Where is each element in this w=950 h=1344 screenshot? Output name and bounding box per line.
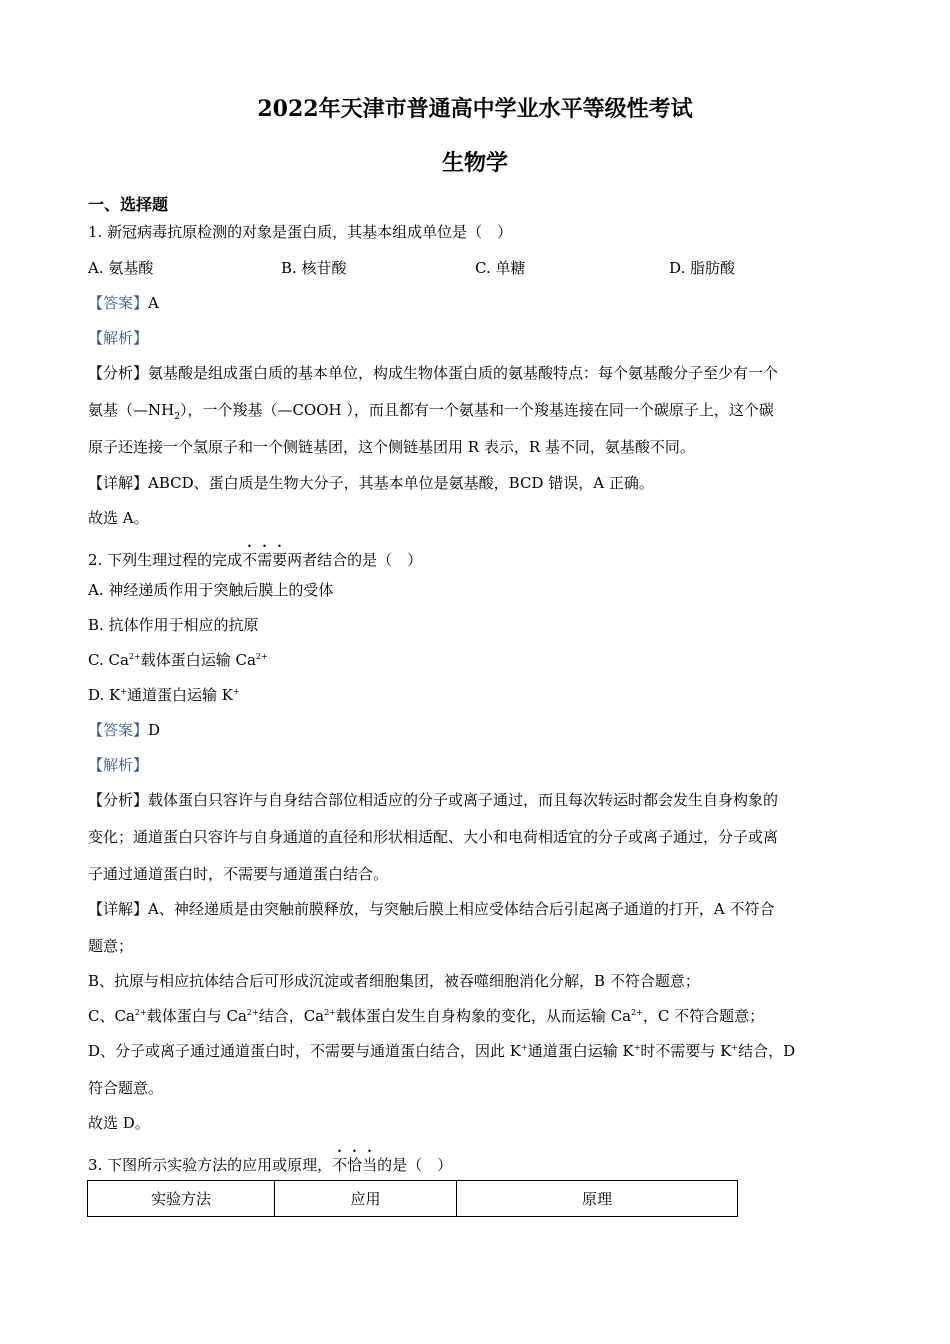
q3-stem-text-a: 3. 下图所示实验方法的应用或原理， [88, 1156, 333, 1174]
q2-stem-emphasis: 不需要 [242, 551, 288, 569]
xiangjie-label: 【详解】 [88, 474, 149, 492]
q1-answer [88, 292, 868, 313]
q2-option-b: B. 抗体作用于相应的抗原 [88, 616, 259, 634]
q2-stem [88, 542, 868, 570]
q2-fenxi-line2: 变化；通道蛋白只容许与自身通道的直径和形状相适配、大小和电荷相适宜的分子或离子通过，分子或离 [88, 828, 779, 846]
q2-detail-line6: 符合题意。 [88, 1079, 164, 1097]
q2-fenxi-text1: 载体蛋白只容许与自身结合部位相适应的分子或离子通过，而且每次转运时都会发生自身构象的 [148, 791, 779, 809]
q2-detail-d-1: D、分子或离子通过通道蛋白时，不需要与通道蛋白结合，因此 K [88, 1042, 522, 1060]
q1-fenxi-text2a: 氨基（—NH [88, 401, 175, 419]
q3-table [87, 1180, 738, 1217]
q1-option-a: A. 氨基酸 [88, 259, 154, 277]
q2-detail-c-1: C、Ca [88, 1007, 135, 1025]
superscript: 2+ [255, 652, 268, 661]
fenxi-label: 【分析】 [88, 364, 149, 382]
q2-detail-line5 [88, 1040, 868, 1061]
q1-answer-value: A [148, 294, 159, 312]
q3-stem [88, 1147, 868, 1175]
q2-detail-line3: B、抗原与相应抗体结合后可形成沉淀或者细胞集团，被吞噬细胞消化分解，B 不符合题意； [88, 972, 700, 990]
q2-detail-c-2: 载体蛋白与 Ca [146, 1007, 247, 1025]
superscript: + [120, 687, 127, 696]
q2-option-a: A. 神经递质作用于突触后膜上的受体 [88, 581, 334, 599]
q1-analysis-label: 【解析】 [88, 329, 149, 347]
q2-option-c-text1: C. Ca [88, 651, 129, 669]
answer-label: 【答案】 [88, 721, 149, 739]
q1-option-b: B. 核苷酸 [281, 259, 347, 277]
q2-conclusion: 故选 D。 [88, 1114, 150, 1132]
q2-detail-d-3: 时不需要与 K [640, 1042, 732, 1060]
table-header-method: 实验方法 [88, 1181, 275, 1217]
q2-option-c [88, 649, 868, 670]
q2-answer-value: D [148, 721, 161, 739]
q2-detail-text1: A、神经递质是由突触前膜释放，与突触后膜上相应受体结合后引起离子通道的打开，A 不符合 [148, 900, 775, 918]
q2-option-d-text2: 通道蛋白运输 K [126, 686, 233, 704]
fenxi-label: 【分析】 [88, 791, 149, 809]
q2-detail-c-4: 载体蛋白发生自身构象的变化，从而运输 Ca [335, 1007, 632, 1025]
q2-detail-line4 [88, 1005, 868, 1026]
q1-fenxi-line3: 原子还连接一个氢原子和一个侧链基团，这个侧链基团用 R 表示，R 基不同，氨基酸不同。 [88, 438, 695, 456]
superscript: 2+ [324, 1008, 336, 1017]
q3-stem-emphasis: 不恰当 [332, 1156, 378, 1174]
q1-detail-text: ABCD、蛋白质是生物大分子，其基本单位是氨基酸，BCD 错误，A 正确。 [148, 474, 654, 492]
q2-detail-c-3: 结合，Ca [258, 1007, 325, 1025]
q1-option-d: D. 脂肪酸 [669, 259, 736, 277]
q2-detail-line1 [88, 898, 868, 919]
superscript: 2+ [246, 1008, 259, 1017]
q1-detail [88, 472, 868, 493]
q1-fenxi-line1 [88, 362, 868, 383]
superscript: + [232, 687, 240, 696]
nh2-subscript: 2 [174, 412, 180, 422]
table-header-row [88, 1181, 738, 1217]
superscript: + [731, 1043, 739, 1052]
q1-fenxi-line2 [88, 399, 868, 420]
superscript: + [521, 1043, 528, 1052]
superscript: 2+ [631, 1008, 643, 1017]
q1-option-c: C. 单糖 [475, 259, 526, 277]
q1-stem: 1. 新冠病毒抗原检测的对象是蛋白质，其基本组成单位是（ ） [88, 223, 513, 241]
q3-stem-text-b: 的是（ ） [377, 1156, 453, 1174]
q1-conclusion: 故选 A。 [88, 509, 149, 527]
exam-title: 2022年天津市普通高中学业水平等级性考试 [257, 96, 693, 122]
q2-fenxi-line1 [88, 789, 868, 810]
xiangjie-label: 【详解】 [88, 900, 149, 918]
q2-analysis-label: 【解析】 [88, 756, 149, 774]
q2-fenxi-line3: 子通过通道蛋白时，不需要与通道蛋白结合。 [88, 865, 389, 883]
q2-detail-d-4: 结合，D [738, 1042, 796, 1060]
superscript: 2+ [134, 1008, 147, 1017]
table-header-principle: 原理 [457, 1181, 738, 1217]
q2-option-d [88, 684, 868, 705]
q1-fenxi-text2b: ），一个羧基（—COOH ），而且都有一个氨基和一个羧基连接在同一个碳原子上，这个碳 [179, 401, 774, 419]
q1-fenxi-text1: 氨基酸是组成蛋白质的基本单位，构成生物体蛋白质的氨基酸特点：每个氨基酸分子至少有一个 [148, 364, 779, 382]
q2-answer [88, 719, 868, 740]
q2-detail-line2: 题意； [88, 937, 134, 955]
table-header-application: 应用 [275, 1181, 457, 1217]
q2-stem-text-b: 两者结合的是（ ） [287, 551, 423, 569]
q2-detail-d-2: 通道蛋白运输 K [527, 1042, 634, 1060]
answer-label: 【答案】 [88, 294, 149, 312]
q2-option-c-text2: 载体蛋白运输 Ca [140, 651, 256, 669]
subject-title: 生物学 [441, 150, 508, 176]
section-heading: 一、选择题 [88, 195, 169, 214]
superscript: 2+ [128, 652, 141, 661]
q2-stem-text-a: 2. 下列生理过程的完成 [88, 551, 243, 569]
q2-detail-c-5: ，C 不符合题意； [642, 1007, 765, 1025]
superscript: + [633, 1043, 641, 1052]
q2-option-d-text1: D. K [88, 686, 121, 704]
